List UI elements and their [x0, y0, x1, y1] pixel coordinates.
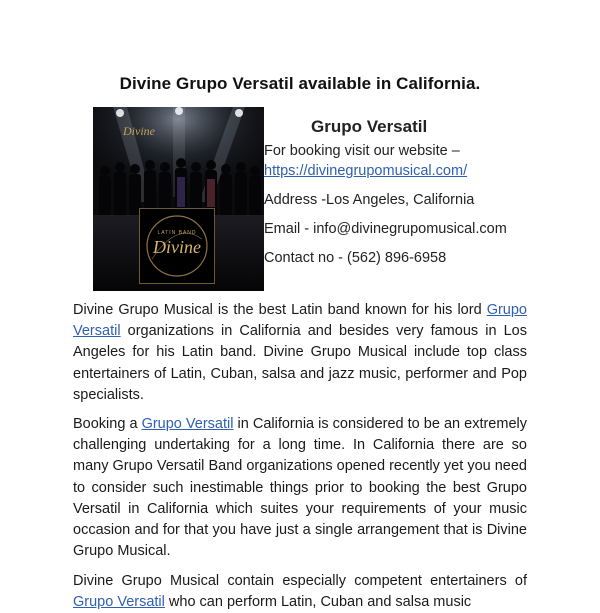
paragraph-2 — [73, 414, 527, 562]
paragraph-1 — [73, 300, 527, 406]
paragraph-3-text-after: who can perform Latin, Cuban and salsa music — [164, 594, 472, 611]
band-logo — [139, 208, 215, 284]
grupo-versatil-link-3[interactable]: Grupo Versatil — [73, 594, 165, 611]
band-photo — [93, 107, 264, 291]
paragraph-1-text-before: Divine Grupo Musical is the best Latin band known for his lord — [73, 302, 487, 318]
paragraph-2-text-after: in California is considered to be an extremely challenging undertaking for a long time. In California there are so many Grupo Versatil Band organizations opened recently yet you need to consider such inestimable things prior to booking the best Grupo Versatil in California which suites your requirements of your music occasion and for that you have just a single arrangement that is Divine Grupo Musical. — [73, 416, 527, 560]
svg-text:Divine: Divine — [123, 124, 155, 138]
contact-text: Contact no - (562) 896-6958 — [264, 250, 447, 266]
website-link[interactable]: https://divinegrupomusical.com/ — [264, 163, 468, 179]
svg-text:Divine: Divine — [153, 237, 201, 257]
paragraph-3-text-before: Divine Grupo Musical contain especially competent entertainers of — [73, 573, 527, 589]
svg-text:LATIN BAND: LATIN BAND — [157, 230, 197, 236]
grupo-versatil-link-1[interactable]: Grupo Versatil — [73, 302, 527, 340]
promo-banner — [93, 107, 513, 291]
paragraph-3 — [73, 571, 527, 613]
paragraph-2-text-before: Booking a — [73, 416, 142, 432]
banner-heading: Grupo Versatil — [311, 117, 428, 136]
address-text: Address -Los Angeles, California — [264, 192, 475, 208]
banner-info — [264, 107, 513, 291]
paragraph-1-text-after: organizations in California and besides very famous in Los Angeles for his Latin band. Divine Grupo Musical include top class entertainers of Latin, Cuban, salsa and jazz music, performer and Pop specialists. — [73, 323, 527, 403]
grupo-versatil-link-2[interactable]: Grupo Versatil — [141, 416, 234, 432]
document-title: Divine Grupo Versatil available in California. — [119, 74, 481, 93]
logo-graphic — [140, 209, 214, 283]
booking-text: For booking visit our website – — [264, 143, 460, 159]
email-text: Email - info@divinegrupomusical.com — [264, 221, 507, 237]
